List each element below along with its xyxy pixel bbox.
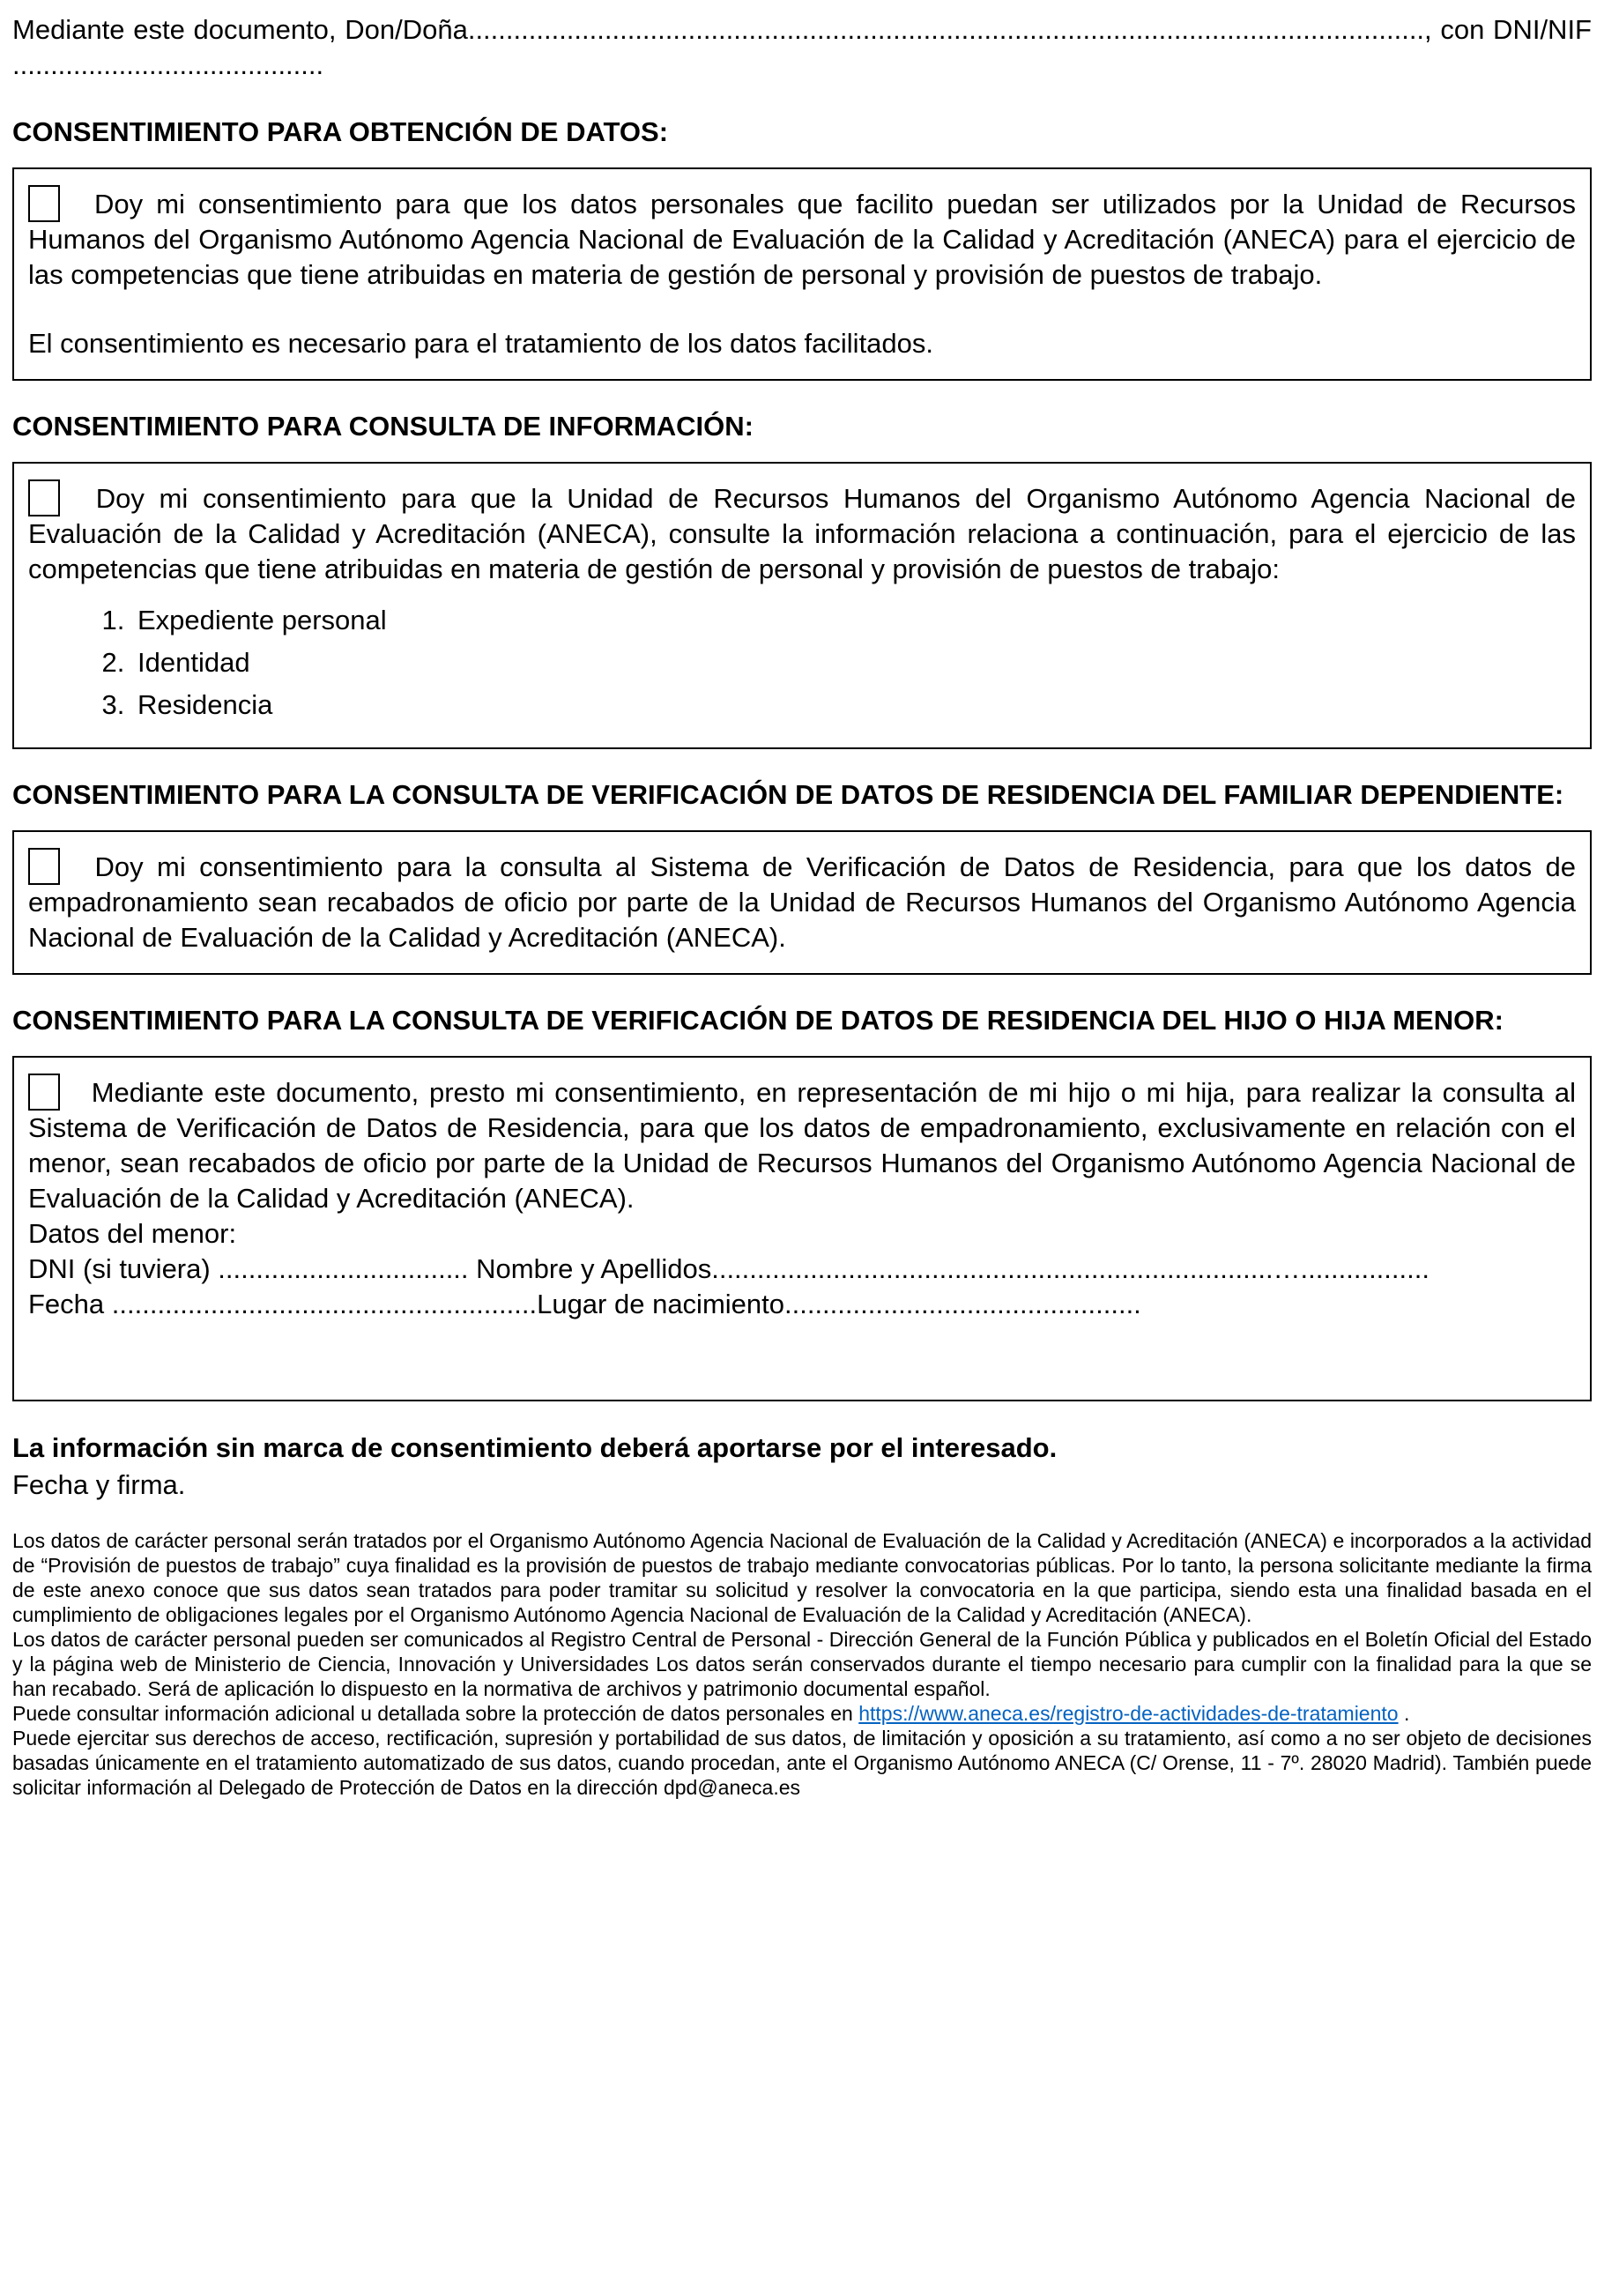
checkbox-obtencion-datos[interactable] — [28, 185, 60, 222]
consent-box-residencia-familiar — [12, 830, 1592, 975]
consent-text-obtencion: Doy mi consentimiento para que los datos personales que facilito puedan ser utilizados por la Unidad de Recursos Humanos del Organismo Autónomo Agencia Nacional de Evaluación de la Calidad y Acreditación (ANECA) para el ejercicio de las competencias que tiene atribuidas en materia de gestión de personal y provisión de puestos de trabajo. — [28, 189, 1576, 290]
footer-privacy-registry-link[interactable]: https://www.aneca.es/registro-de-actividades-de-tratamiento — [858, 1702, 1399, 1725]
intro-dni-dots-line[interactable]: ......................................... — [12, 49, 324, 80]
consent-text-consulta: Doy mi consentimiento para que la Unidad de Recursos Humanos del Organismo Autónomo Agencia Nacional de Evaluación de la Calidad y Acreditación (ANECA), consulte la información relaciona a continuación, para el ejercicio de las competencias que tiene atribuidas en materia de gestión de personal y provisión de puestos de trabajo: — [28, 483, 1576, 584]
checkbox-consulta-informacion[interactable] — [28, 479, 60, 516]
section-heading-residencia-hijo: CONSENTIMIENTO PARA LA CONSULTA DE VERIFICACIÓN DE DATOS DE RESIDENCIA DEL HIJO O HIJA MENOR: — [12, 1005, 1504, 1036]
footer-paragraph-3-suffix: . — [1398, 1702, 1410, 1725]
section-heading-obtencion-datos: CONSENTIMIENTO PARA OBTENCIÓN DE DATOS: — [12, 116, 669, 147]
section-heading-residencia-familiar: CONSENTIMIENTO PARA LA CONSULTA DE VERIFICACIÓN DE DATOS DE RESIDENCIA DEL FAMILIAR DEPENDIENTE: — [12, 779, 1564, 810]
footer-paragraph-1: Los datos de carácter personal serán tratados por el Organismo Autónomo Agencia Nacional de Evaluación de la Calidad y Acreditación (ANECA) e incorporados a la actividad de “Provisión de puestos de trabajo” cuya finalidad es la provisión de puestos de trabajo mediante convocatorias públicas. Por lo tanto, la persona solicitante mediante la firma de este anexo conoce que sus datos sean tratados para poder tramitar su solicitud y resolver la convocatoria en la que participa, siendo esta una finalidad basada en el cumplimiento de obligaciones legales por el Organismo Autónomo Agencia Nacional de Evaluación de la Calidad y Acreditación (ANECA). — [12, 1529, 1592, 1626]
checkbox-residencia-hijo[interactable] — [28, 1074, 60, 1111]
footer-paragraph-4: Puede ejercitar sus derechos de acceso, rectificación, supresión y portabilidad de sus datos, de limitación y oposición a su tratamiento, así como a no ser objeto de decisiones basadas únicamente en el tratamiento automatizado de sus datos, cuando procedan, ante el Organismo Autónomo ANECA (C/ Orense, 11 - 7º. 28020 Madrid). También puede solicitar información al Delegado de Protección de Datos en la dirección dpd@aneca.es — [12, 1727, 1592, 1799]
footer-paragraph-3-text: Puede consultar información adicional u detallada sobre la protección de datos personales en — [12, 1702, 859, 1725]
consent-note-obtencion: El consentimiento es necesario para el tratamiento de los datos facilitados. — [28, 328, 934, 359]
checkbox-residencia-familiar[interactable] — [28, 848, 60, 885]
list-item-identidad: 2. Identidad — [132, 645, 1576, 680]
section-heading-consulta-informacion: CONSENTIMIENTO PARA CONSULTA DE INFORMACIÓN: — [12, 411, 754, 442]
minor-fecha-lugar-field-line[interactable]: Fecha ........................................................Lugar de nacimiento............................................... — [28, 1289, 1141, 1319]
footer-paragraph-3 — [12, 1701, 1592, 1726]
footer-paragraph-2: Los datos de carácter personal pueden ser comunicados al Registro Central de Personal - Dirección General de la Función Pública y publicados en el Boletín Oficial del Estado y la página web de Ministerio de Ciencia, Innovación y Universidades Los datos serán conservados durante el tiempo necesario para cumplir con la finalidad para la que se han recabado. Será de aplicación lo dispuesto en la normativa de archivos y patrimonio documental español. — [12, 1628, 1592, 1700]
closing-statement: La información sin marca de consentimiento deberá aportarse por el interesado. — [12, 1432, 1058, 1463]
fecha-firma-line: Fecha y firma. — [12, 1469, 186, 1500]
consent-paragraph-obtencion — [28, 185, 1576, 293]
consent-box-consulta-informacion — [12, 462, 1592, 749]
privacy-footer — [12, 1528, 1592, 1800]
consulta-items-list — [28, 603, 1576, 723]
list-item-expediente-personal: 1. Expediente personal — [132, 603, 1576, 638]
minor-dni-nombre-field-line[interactable]: DNI (si tuviera) ................................. Nombre y Apellidos..........................................................................…................. — [28, 1253, 1429, 1284]
consent-paragraph-residencia-hijo — [28, 1074, 1576, 1216]
consent-box-obtencion-datos — [12, 167, 1592, 381]
consent-paragraph-consulta — [28, 479, 1576, 587]
consent-paragraph-residencia-familiar — [28, 848, 1576, 955]
consent-box-residencia-hijo — [12, 1056, 1592, 1401]
consent-text-residencia-hijo: Mediante este documento, presto mi consentimiento, en representación de mi hijo o mi hija, para realizar la consulta al Sistema de Verificación de Datos de Residencia, para que los datos de empadronamiento, exclusivamente en relación con el menor, sean recabados de oficio por parte de la Unidad de Recursos Humanos del Organismo Autónomo Agencia Nacional de Evaluación de la Calidad y Acreditación (ANECA). — [28, 1077, 1576, 1214]
list-item-residencia: 3. Residencia — [132, 687, 1576, 723]
minor-data-heading: Datos del menor: — [28, 1218, 237, 1249]
consent-text-residencia-familiar: Doy mi consentimiento para la consulta al Sistema de Verificación de Datos de Residencia, para que los datos de empadronamiento sean recabados de oficio por parte de la Unidad de Recursos Humanos del Organismo Autónomo Agencia Nacional de Evaluación de la Calidad y Acreditación (ANECA). — [28, 851, 1576, 953]
intro-don-dona-line[interactable]: Mediante este documento, Don/Doña.............................................................................................................................., con DNI/NIF — [12, 14, 1592, 45]
intro-paragraph — [12, 12, 1592, 83]
